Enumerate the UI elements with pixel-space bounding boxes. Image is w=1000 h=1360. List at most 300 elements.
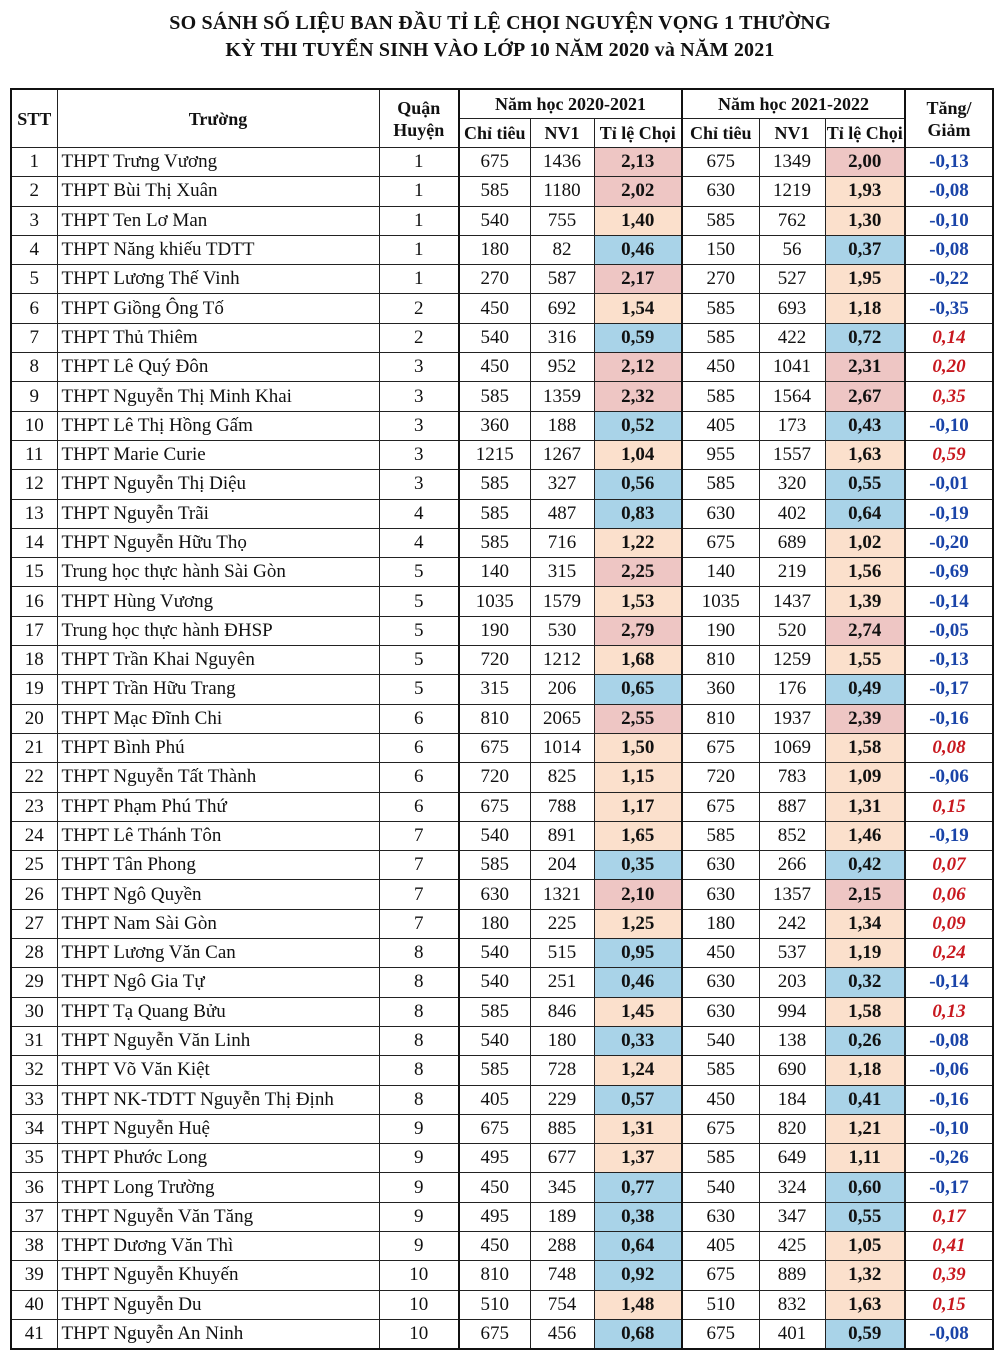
cell-quota-2021: 630 [682, 880, 759, 909]
table-row [11, 294, 993, 323]
cell-ratio-2020: 1,22 [594, 528, 682, 557]
cell-ratio-2020: 1,40 [594, 206, 682, 235]
cell-nv1-2021: 56 [759, 235, 825, 264]
cell-change: 0,08 [905, 733, 993, 762]
cell-stt: 23 [11, 792, 57, 821]
table-row [11, 1261, 993, 1290]
cell-stt: 6 [11, 294, 57, 323]
cell-nv1-2021: 402 [759, 499, 825, 528]
cell-quota-2021: 140 [682, 558, 759, 587]
cell-stt: 35 [11, 1144, 57, 1173]
cell-ratio-2020: 0,95 [594, 939, 682, 968]
cell-district: 5 [379, 616, 459, 645]
cell-stt: 1 [11, 148, 57, 177]
cell-nv1-2020: 180 [530, 1026, 594, 1055]
cell-district: 8 [379, 997, 459, 1026]
cell-change: 0,20 [905, 353, 993, 382]
cell-ratio-2021: 1,63 [825, 440, 905, 469]
table-row [11, 1202, 993, 1231]
cell-nv1-2020: 288 [530, 1231, 594, 1260]
table-row [11, 763, 993, 792]
cell-quota-2021: 675 [682, 528, 759, 557]
cell-district: 3 [379, 353, 459, 382]
cell-quota-2021: 630 [682, 1202, 759, 1231]
cell-school: THPT Tạ Quang Bửu [57, 997, 379, 1026]
cell-ratio-2021: 0,59 [825, 1319, 905, 1349]
cell-ratio-2020: 1,65 [594, 821, 682, 850]
cell-stt: 38 [11, 1231, 57, 1260]
cell-ratio-2021: 2,39 [825, 704, 905, 733]
cell-quota-2020: 540 [459, 939, 530, 968]
cell-change: -0,08 [905, 1026, 993, 1055]
cell-district: 4 [379, 499, 459, 528]
cell-school: THPT Thủ Thiêm [57, 323, 379, 352]
cell-quota-2021: 450 [682, 939, 759, 968]
cell-nv1-2021: 520 [759, 616, 825, 645]
header-quota-2021: Chỉ tiêu [682, 119, 759, 148]
cell-ratio-2021: 1,63 [825, 1290, 905, 1319]
cell-quota-2020: 190 [459, 616, 530, 645]
cell-ratio-2021: 0,64 [825, 499, 905, 528]
cell-quota-2020: 405 [459, 1085, 530, 1114]
cell-quota-2020: 315 [459, 675, 530, 704]
cell-nv1-2020: 885 [530, 1114, 594, 1143]
cell-ratio-2021: 1,95 [825, 265, 905, 294]
cell-quota-2021: 585 [682, 1144, 759, 1173]
cell-district: 1 [379, 177, 459, 206]
table-row [11, 616, 993, 645]
cell-nv1-2020: 1579 [530, 587, 594, 616]
cell-school: THPT Mạc Đĩnh Chi [57, 704, 379, 733]
cell-nv1-2020: 846 [530, 997, 594, 1026]
cell-quota-2021: 540 [682, 1026, 759, 1055]
cell-ratio-2021: 1,31 [825, 792, 905, 821]
cell-nv1-2021: 1349 [759, 148, 825, 177]
cell-ratio-2021: 1,58 [825, 733, 905, 762]
cell-change: 0,15 [905, 1290, 993, 1319]
table-row [11, 909, 993, 938]
header-quota-2020: Chỉ tiêu [459, 119, 530, 148]
cell-ratio-2020: 2,32 [594, 382, 682, 411]
table-row [11, 558, 993, 587]
cell-nv1-2020: 1212 [530, 646, 594, 675]
cell-stt: 21 [11, 733, 57, 762]
cell-quota-2020: 450 [459, 1231, 530, 1260]
cell-ratio-2020: 0,33 [594, 1026, 682, 1055]
cell-quota-2021: 955 [682, 440, 759, 469]
header-year-2020: Năm học 2020-2021 [459, 89, 682, 119]
cell-district: 1 [379, 235, 459, 264]
cell-school: THPT Giồng Ông Tố [57, 294, 379, 323]
cell-district: 5 [379, 646, 459, 675]
cell-nv1-2020: 677 [530, 1144, 594, 1173]
cell-stt: 9 [11, 382, 57, 411]
cell-ratio-2021: 1,02 [825, 528, 905, 557]
cell-ratio-2021: 1,34 [825, 909, 905, 938]
cell-ratio-2020: 2,79 [594, 616, 682, 645]
cell-school: THPT Long Trường [57, 1173, 379, 1202]
cell-quota-2020: 495 [459, 1202, 530, 1231]
cell-stt: 17 [11, 616, 57, 645]
cell-ratio-2020: 2,17 [594, 265, 682, 294]
cell-district: 9 [379, 1231, 459, 1260]
cell-ratio-2020: 1,31 [594, 1114, 682, 1143]
cell-nv1-2020: 251 [530, 968, 594, 997]
cell-quota-2020: 360 [459, 411, 530, 440]
cell-change: -0,06 [905, 1056, 993, 1085]
table-row [11, 1026, 993, 1055]
cell-change: -0,10 [905, 206, 993, 235]
cell-district: 9 [379, 1173, 459, 1202]
cell-change: -0,08 [905, 1319, 993, 1349]
cell-quota-2021: 675 [682, 1114, 759, 1143]
header-stt: STT [11, 89, 57, 148]
cell-quota-2021: 675 [682, 148, 759, 177]
cell-ratio-2021: 1,46 [825, 821, 905, 850]
cell-ratio-2021: 0,43 [825, 411, 905, 440]
cell-ratio-2021: 0,55 [825, 470, 905, 499]
cell-stt: 31 [11, 1026, 57, 1055]
cell-stt: 41 [11, 1319, 57, 1349]
cell-nv1-2020: 692 [530, 294, 594, 323]
cell-district: 9 [379, 1202, 459, 1231]
cell-school: Trung học thực hành Sài Gòn [57, 558, 379, 587]
cell-nv1-2020: 345 [530, 1173, 594, 1202]
cell-stt: 36 [11, 1173, 57, 1202]
cell-nv1-2021: 184 [759, 1085, 825, 1114]
cell-school: THPT Tân Phong [57, 851, 379, 880]
cell-change: -0,06 [905, 763, 993, 792]
header-district-line-1: Quận [397, 97, 441, 118]
cell-ratio-2021: 1,09 [825, 763, 905, 792]
cell-ratio-2020: 0,46 [594, 235, 682, 264]
table-row [11, 470, 993, 499]
cell-school: THPT Nguyễn Văn Linh [57, 1026, 379, 1055]
cell-quota-2021: 630 [682, 851, 759, 880]
cell-school: THPT NK-TDTT Nguyễn Thị Định [57, 1085, 379, 1114]
cell-ratio-2020: 2,13 [594, 148, 682, 177]
cell-ratio-2021: 1,05 [825, 1231, 905, 1260]
cell-district: 7 [379, 909, 459, 938]
cell-stt: 18 [11, 646, 57, 675]
cell-quota-2021: 675 [682, 792, 759, 821]
cell-school: THPT Lê Thị Hồng Gấm [57, 411, 379, 440]
header-change-line-2: Giảm [927, 119, 971, 140]
cell-quota-2020: 675 [459, 148, 530, 177]
cell-quota-2020: 450 [459, 294, 530, 323]
table-row [11, 382, 993, 411]
cell-ratio-2021: 2,00 [825, 148, 905, 177]
cell-quota-2021: 630 [682, 499, 759, 528]
table-row [11, 880, 993, 909]
cell-nv1-2020: 515 [530, 939, 594, 968]
cell-ratio-2020: 0,35 [594, 851, 682, 880]
cell-ratio-2020: 0,57 [594, 1085, 682, 1114]
cell-change: -0,10 [905, 411, 993, 440]
cell-school: THPT Nguyễn Thị Diệu [57, 470, 379, 499]
cell-school: THPT Bùi Thị Xuân [57, 177, 379, 206]
cell-ratio-2020: 0,64 [594, 1231, 682, 1260]
cell-ratio-2020: 0,77 [594, 1173, 682, 1202]
table-row [11, 528, 993, 557]
cell-stt: 4 [11, 235, 57, 264]
table-row [11, 1290, 993, 1319]
cell-ratio-2021: 0,26 [825, 1026, 905, 1055]
cell-school: THPT Nguyễn Khuyến [57, 1261, 379, 1290]
cell-district: 10 [379, 1290, 459, 1319]
cell-nv1-2020: 788 [530, 792, 594, 821]
cell-stt: 33 [11, 1085, 57, 1114]
cell-quota-2021: 810 [682, 646, 759, 675]
cell-quota-2021: 540 [682, 1173, 759, 1202]
cell-district: 3 [379, 382, 459, 411]
table-row [11, 1085, 993, 1114]
cell-nv1-2021: 762 [759, 206, 825, 235]
table-row [11, 851, 993, 880]
cell-school: THPT Lương Văn Can [57, 939, 379, 968]
cell-nv1-2021: 887 [759, 792, 825, 821]
cell-change: -0,10 [905, 1114, 993, 1143]
cell-school: THPT Nguyễn Huệ [57, 1114, 379, 1143]
cell-nv1-2021: 690 [759, 1056, 825, 1085]
table-row [11, 821, 993, 850]
cell-school: THPT Nguyễn Văn Tăng [57, 1202, 379, 1231]
cell-district: 7 [379, 851, 459, 880]
cell-change: 0,39 [905, 1261, 993, 1290]
cell-change: -0,08 [905, 177, 993, 206]
cell-district: 3 [379, 411, 459, 440]
cell-quota-2020: 270 [459, 265, 530, 294]
cell-nv1-2020: 754 [530, 1290, 594, 1319]
cell-nv1-2020: 229 [530, 1085, 594, 1114]
table-row [11, 499, 993, 528]
cell-ratio-2021: 0,32 [825, 968, 905, 997]
cell-stt: 34 [11, 1114, 57, 1143]
cell-nv1-2020: 316 [530, 323, 594, 352]
cell-nv1-2020: 456 [530, 1319, 594, 1349]
cell-nv1-2021: 1069 [759, 733, 825, 762]
cell-nv1-2021: 1259 [759, 646, 825, 675]
cell-school: THPT Nam Sài Gòn [57, 909, 379, 938]
cell-ratio-2020: 1,37 [594, 1144, 682, 1173]
cell-quota-2020: 720 [459, 646, 530, 675]
cell-quota-2020: 675 [459, 1114, 530, 1143]
cell-school: THPT Năng khiếu TDTT [57, 235, 379, 264]
cell-nv1-2021: 422 [759, 323, 825, 352]
cell-school: THPT Lê Thánh Tôn [57, 821, 379, 850]
cell-quota-2021: 585 [682, 323, 759, 352]
cell-quota-2020: 540 [459, 1026, 530, 1055]
cell-ratio-2020: 1,68 [594, 646, 682, 675]
cell-quota-2020: 630 [459, 880, 530, 909]
cell-quota-2021: 675 [682, 1261, 759, 1290]
cell-nv1-2020: 2065 [530, 704, 594, 733]
cell-ratio-2020: 1,48 [594, 1290, 682, 1319]
cell-nv1-2021: 242 [759, 909, 825, 938]
cell-stt: 25 [11, 851, 57, 880]
cell-stt: 2 [11, 177, 57, 206]
cell-nv1-2020: 825 [530, 763, 594, 792]
cell-nv1-2020: 327 [530, 470, 594, 499]
cell-change: -0,22 [905, 265, 993, 294]
cell-quota-2021: 510 [682, 1290, 759, 1319]
header-nv1-2021: NV1 [759, 119, 825, 148]
cell-ratio-2021: 1,19 [825, 939, 905, 968]
cell-quota-2021: 180 [682, 909, 759, 938]
cell-ratio-2020: 0,46 [594, 968, 682, 997]
cell-quota-2021: 585 [682, 206, 759, 235]
cell-stt: 8 [11, 353, 57, 382]
cell-ratio-2020: 0,83 [594, 499, 682, 528]
cell-nv1-2021: 852 [759, 821, 825, 850]
cell-stt: 10 [11, 411, 57, 440]
cell-nv1-2021: 783 [759, 763, 825, 792]
cell-nv1-2020: 1267 [530, 440, 594, 469]
cell-stt: 19 [11, 675, 57, 704]
cell-change: -0,16 [905, 704, 993, 733]
cell-ratio-2021: 1,18 [825, 1056, 905, 1085]
cell-quota-2021: 450 [682, 353, 759, 382]
cell-nv1-2021: 425 [759, 1231, 825, 1260]
cell-ratio-2020: 1,25 [594, 909, 682, 938]
cell-quota-2020: 540 [459, 206, 530, 235]
cell-district: 3 [379, 470, 459, 499]
table-row [11, 148, 993, 177]
cell-district: 6 [379, 792, 459, 821]
cell-ratio-2021: 1,56 [825, 558, 905, 587]
cell-ratio-2021: 0,55 [825, 1202, 905, 1231]
header-row-1 [11, 89, 993, 119]
cell-district: 3 [379, 440, 459, 469]
cell-quota-2021: 450 [682, 1085, 759, 1114]
cell-ratio-2020: 1,17 [594, 792, 682, 821]
table-row [11, 733, 993, 762]
cell-school: THPT Nguyễn Hữu Thọ [57, 528, 379, 557]
cell-change: -0,19 [905, 499, 993, 528]
cell-school: THPT Trần Hữu Trang [57, 675, 379, 704]
cell-ratio-2020: 1,50 [594, 733, 682, 762]
cell-ratio-2020: 1,54 [594, 294, 682, 323]
table-row [11, 792, 993, 821]
cell-quota-2020: 720 [459, 763, 530, 792]
cell-nv1-2021: 1219 [759, 177, 825, 206]
cell-ratio-2020: 1,15 [594, 763, 682, 792]
cell-ratio-2021: 0,41 [825, 1085, 905, 1114]
cell-district: 2 [379, 323, 459, 352]
cell-ratio-2021: 0,37 [825, 235, 905, 264]
cell-nv1-2020: 188 [530, 411, 594, 440]
cell-nv1-2021: 1357 [759, 880, 825, 909]
cell-quota-2021: 585 [682, 294, 759, 323]
cell-ratio-2021: 0,60 [825, 1173, 905, 1202]
cell-change: -0,01 [905, 470, 993, 499]
cell-nv1-2021: 320 [759, 470, 825, 499]
table-row [11, 411, 993, 440]
document-title [0, 0, 1000, 68]
cell-change: 0,17 [905, 1202, 993, 1231]
cell-quota-2021: 810 [682, 704, 759, 733]
cell-nv1-2020: 204 [530, 851, 594, 880]
cell-quota-2021: 270 [682, 265, 759, 294]
cell-nv1-2021: 401 [759, 1319, 825, 1349]
cell-school: THPT Nguyễn Thị Minh Khai [57, 382, 379, 411]
table-row [11, 1114, 993, 1143]
cell-district: 6 [379, 733, 459, 762]
cell-school: THPT Ngô Gia Tự [57, 968, 379, 997]
cell-ratio-2021: 2,67 [825, 382, 905, 411]
cell-change: -0,20 [905, 528, 993, 557]
cell-quota-2021: 720 [682, 763, 759, 792]
cell-ratio-2021: 0,72 [825, 323, 905, 352]
cell-school: THPT Phước Long [57, 1144, 379, 1173]
table-row [11, 587, 993, 616]
cell-stt: 27 [11, 909, 57, 938]
cell-quota-2021: 630 [682, 997, 759, 1026]
cell-ratio-2020: 0,68 [594, 1319, 682, 1349]
cell-stt: 3 [11, 206, 57, 235]
cell-stt: 11 [11, 440, 57, 469]
cell-ratio-2020: 2,25 [594, 558, 682, 587]
cell-ratio-2020: 0,56 [594, 470, 682, 499]
cell-ratio-2020: 0,38 [594, 1202, 682, 1231]
cell-quota-2021: 585 [682, 821, 759, 850]
cell-nv1-2020: 487 [530, 499, 594, 528]
cell-ratio-2020: 1,53 [594, 587, 682, 616]
cell-nv1-2021: 203 [759, 968, 825, 997]
cell-change: 0,15 [905, 792, 993, 821]
cell-nv1-2020: 225 [530, 909, 594, 938]
table-row [11, 968, 993, 997]
cell-ratio-2021: 0,49 [825, 675, 905, 704]
table-row [11, 440, 993, 469]
cell-stt: 22 [11, 763, 57, 792]
cell-change: -0,19 [905, 821, 993, 850]
cell-district: 10 [379, 1319, 459, 1349]
cell-change: -0,17 [905, 1173, 993, 1202]
cell-district: 1 [379, 148, 459, 177]
cell-nv1-2020: 1180 [530, 177, 594, 206]
cell-stt: 16 [11, 587, 57, 616]
cell-quota-2020: 1035 [459, 587, 530, 616]
cell-district: 7 [379, 821, 459, 850]
header-year-2021: Năm học 2021-2022 [682, 89, 905, 119]
cell-ratio-2021: 1,11 [825, 1144, 905, 1173]
cell-change: 0,41 [905, 1231, 993, 1260]
cell-stt: 32 [11, 1056, 57, 1085]
cell-nv1-2020: 952 [530, 353, 594, 382]
cell-quota-2021: 585 [682, 382, 759, 411]
cell-change: 0,14 [905, 323, 993, 352]
cell-nv1-2020: 206 [530, 675, 594, 704]
cell-nv1-2021: 1564 [759, 382, 825, 411]
cell-ratio-2021: 2,31 [825, 353, 905, 382]
cell-quota-2020: 675 [459, 792, 530, 821]
cell-school: THPT Lương Thế Vinh [57, 265, 379, 294]
cell-change: -0,08 [905, 235, 993, 264]
cell-ratio-2020: 0,59 [594, 323, 682, 352]
cell-school: THPT Nguyễn Tất Thành [57, 763, 379, 792]
cell-ratio-2021: 1,55 [825, 646, 905, 675]
table-row [11, 353, 993, 382]
cell-nv1-2021: 176 [759, 675, 825, 704]
cell-ratio-2020: 1,45 [594, 997, 682, 1026]
cell-ratio-2021: 1,21 [825, 1114, 905, 1143]
header-ratio-2021: Tỉ lệ Chọi [825, 119, 905, 148]
cell-ratio-2020: 2,55 [594, 704, 682, 733]
table-row [11, 1056, 993, 1085]
cell-ratio-2021: 1,30 [825, 206, 905, 235]
cell-quota-2021: 360 [682, 675, 759, 704]
